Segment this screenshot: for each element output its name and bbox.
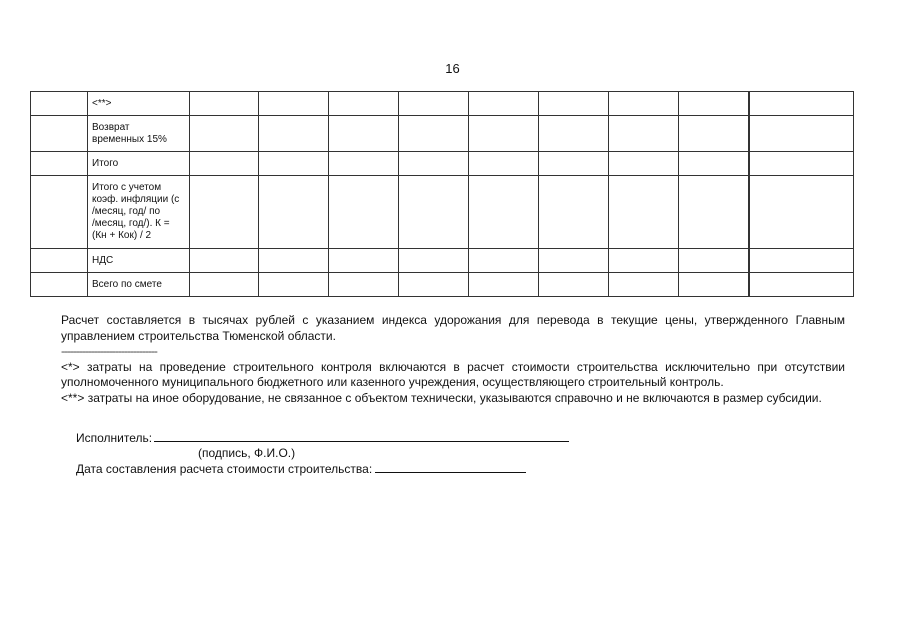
table-row <box>31 176 854 249</box>
row-label: Всего по смете <box>88 273 190 297</box>
table-cell <box>259 273 329 297</box>
table-cell <box>679 249 749 273</box>
table-cell <box>609 152 679 176</box>
table-cell <box>190 116 259 152</box>
date-line <box>375 461 526 473</box>
table-row <box>31 152 854 176</box>
table-cell <box>190 176 259 249</box>
table-cell <box>31 273 88 297</box>
table-cell <box>399 116 469 152</box>
table-cell <box>609 176 679 249</box>
table-cell <box>749 116 854 152</box>
footnote-construction-control: <*> затраты на проведение строительного контроля включаются в расчет стоимости строительства исключительно при отсутствии уполномоченного муниципального бюджетного или казенного учреждения, осуществляющего строительный контроль. <box>61 359 845 389</box>
table-cell <box>749 152 854 176</box>
table-cell <box>259 176 329 249</box>
table-cell <box>679 92 749 116</box>
table-cell <box>609 116 679 152</box>
table-cell <box>31 116 88 152</box>
executor-signature-line <box>154 430 569 442</box>
table-cell <box>329 152 399 176</box>
table-cell <box>329 116 399 152</box>
table-body <box>31 92 854 297</box>
table-cell <box>259 92 329 116</box>
table-cell <box>539 116 609 152</box>
row-label: НДС <box>88 249 190 273</box>
table-cell <box>190 249 259 273</box>
table-row <box>31 273 854 297</box>
row-label: Итого с учетом коэф. инфляции (с /месяц, год/ по /месяц, год/). К = (Кн + Кок) / 2 <box>88 176 190 249</box>
table-cell <box>469 116 539 152</box>
table-cell <box>399 249 469 273</box>
table-cell <box>749 249 854 273</box>
table-cell <box>539 92 609 116</box>
table-cell <box>749 176 854 249</box>
table-cell <box>190 92 259 116</box>
date-label: Дата составления расчета стоимости строительства: <box>76 462 373 476</box>
table-cell <box>609 92 679 116</box>
footnote-divider: -------------------------------- <box>61 344 157 358</box>
date-row <box>76 461 526 477</box>
table-cell <box>190 273 259 297</box>
table-cell <box>399 92 469 116</box>
footnote-other-equipment: <**> затраты на иное оборудование, не связанное с объектом технически, указываются справочно и не включаются в размер субсидии. <box>61 390 822 405</box>
table-cell <box>539 273 609 297</box>
calculation-note: Расчет составляется в тысячах рублей с указанием индекса удорожания для перевода в текущие цены, утвержденного Главным управлением строительства Тюменской области. <box>61 313 845 343</box>
table-cell <box>31 176 88 249</box>
table-cell <box>399 152 469 176</box>
row-label: Возврат временных 15% <box>88 116 190 152</box>
table-row <box>31 92 854 116</box>
table-cell <box>329 273 399 297</box>
table-cell <box>31 92 88 116</box>
table-cell <box>469 273 539 297</box>
table-cell <box>329 176 399 249</box>
table-cell <box>749 92 854 116</box>
table-row <box>31 116 854 152</box>
table-cell <box>469 176 539 249</box>
cost-table <box>30 91 854 297</box>
table-cell <box>679 176 749 249</box>
table-cell <box>749 273 854 297</box>
table-cell <box>329 249 399 273</box>
table-cell <box>469 249 539 273</box>
signature-caption: (подпись, Ф.И.О.) <box>198 446 296 460</box>
table-cell <box>609 273 679 297</box>
table-cell <box>259 249 329 273</box>
row-label: <**> <box>88 92 190 116</box>
table-cell <box>469 92 539 116</box>
row-label: Итого <box>88 152 190 176</box>
notes-section <box>61 313 845 406</box>
table-row <box>31 249 854 273</box>
table-cell <box>31 152 88 176</box>
table-cell <box>31 249 88 273</box>
table-cell <box>609 249 679 273</box>
page-number: 16 <box>445 61 460 76</box>
table-cell <box>259 116 329 152</box>
table-cell <box>679 273 749 297</box>
table-cell <box>329 92 399 116</box>
table-cell <box>539 152 609 176</box>
table-cell <box>399 273 469 297</box>
executor-row <box>76 430 569 446</box>
table-cell <box>539 176 609 249</box>
table-cell <box>469 152 539 176</box>
table-cell <box>679 116 749 152</box>
table-cell <box>539 249 609 273</box>
table-cell <box>190 152 259 176</box>
executor-label: Исполнитель: <box>76 431 153 445</box>
table-cell <box>399 176 469 249</box>
table-cell <box>259 152 329 176</box>
table-cell <box>679 152 749 176</box>
